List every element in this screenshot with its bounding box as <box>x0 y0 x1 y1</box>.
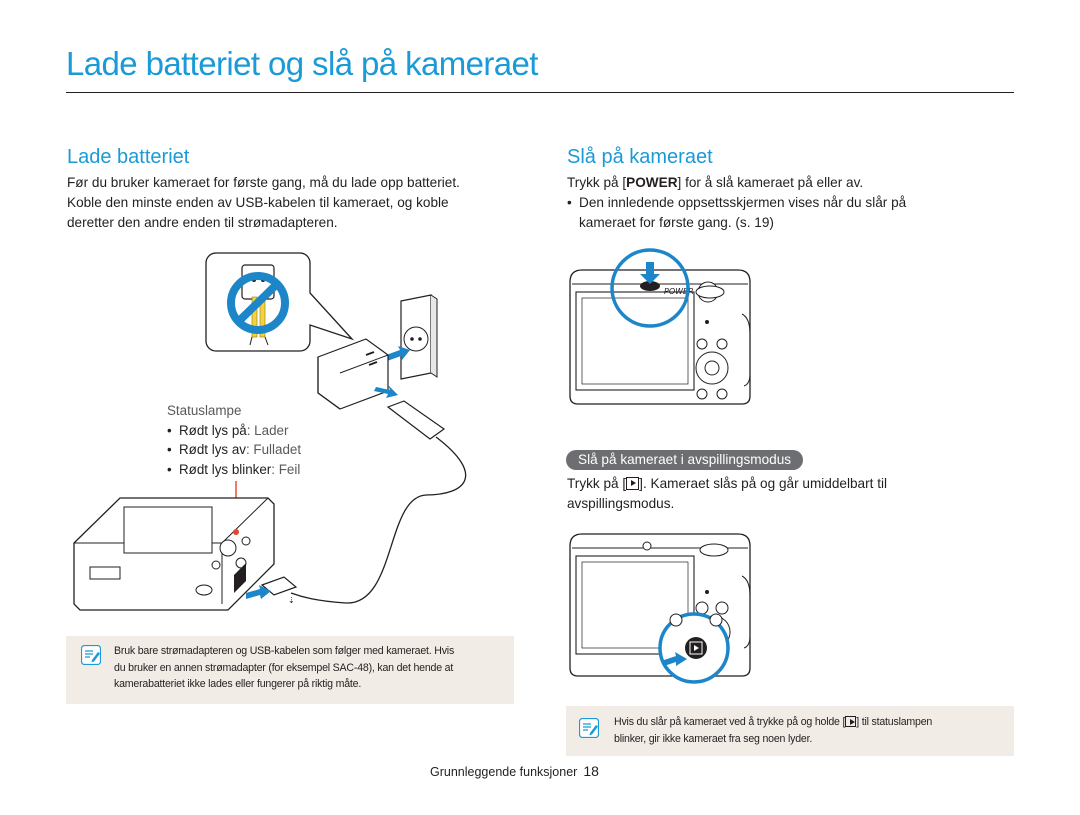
playback-line: avspillingsmodus. <box>567 496 675 511</box>
section-heading-power-on: Slå på kameraet <box>567 146 713 168</box>
page-footer <box>430 763 599 779</box>
play-icon <box>845 716 856 727</box>
wall-socket <box>401 295 437 379</box>
camera-charging <box>74 498 274 610</box>
status-item <box>167 440 301 460</box>
charge-intro-line: deretter den andre enden til strømadapteren. <box>67 215 338 230</box>
bullet: • <box>167 422 172 438</box>
note-box-charging <box>66 636 514 704</box>
no-audio-cable-callout <box>206 253 352 351</box>
note-text-charging <box>114 643 509 693</box>
status-state: Rødt lys av <box>179 442 246 457</box>
status-meaning: Feil <box>278 461 301 477</box>
note-line: du bruker en annen strømadapter (for eksempel SAC-48), kan det hende at <box>114 661 454 674</box>
text-fragment: Trykk på [ <box>567 175 627 190</box>
status-meaning: Lader <box>254 422 289 438</box>
text-fragment: ] til statuslampen <box>856 716 933 728</box>
usb-symbol: ⇣ <box>288 596 295 605</box>
bullet: • <box>167 461 172 477</box>
text-fragment: Hvis du slår på kameraet ved å trykke på og holde [ <box>614 716 846 728</box>
page-title: Lade batteriet og slå på kameraet <box>66 45 538 82</box>
status-meaning: Fulladet <box>253 442 302 457</box>
note-line: kamerabatteriet ikke lades eller fungerer på riktig måte. <box>114 678 362 690</box>
playback-mode-subheading: Slå på kameraet i avspillingsmodus <box>566 450 803 470</box>
note-line: blinker, gir ikke kameraet fra seg noen lyder. <box>614 732 813 745</box>
note-icon <box>81 645 101 665</box>
status-state: Rødt lys blinker <box>179 461 272 477</box>
camera-playback-illustration <box>562 520 762 692</box>
bullet-line: Den innledende oppsettsskjermen vises når du slår på <box>579 195 907 210</box>
text-fragment: Trykk på [ <box>567 476 627 491</box>
camera-power-illustration <box>562 244 762 412</box>
note-box-playback <box>566 706 1014 756</box>
note-icon <box>579 718 599 738</box>
page-number: 18 <box>583 763 599 779</box>
section-heading-charge: Lade batteriet <box>67 146 190 168</box>
bullet-line: kameraet for første gang. (s. 19) <box>579 215 774 230</box>
power-on-instructions <box>567 173 1007 233</box>
text-fragment: ] for å slå kameraet på eller av. <box>677 175 864 190</box>
charge-intro-line: Koble den minste enden av USB-kabelen til kameraet, og koble <box>67 195 449 210</box>
power-on-bullet <box>567 193 1007 233</box>
playback-instructions <box>567 474 1007 514</box>
title-divider <box>66 92 1014 93</box>
status-item <box>167 460 301 480</box>
status-item <box>167 421 301 441</box>
bullet-text <box>579 193 906 233</box>
charge-intro <box>67 173 527 233</box>
bullet: • <box>167 442 172 457</box>
note-line <box>614 714 1009 731</box>
footer-section: Grunnleggende funksjoner <box>430 765 578 779</box>
status-lamp <box>233 529 239 535</box>
charge-intro-line: Før du bruker kameraet for første gang, må du lade opp batteriet. <box>67 175 460 190</box>
note-line: Bruk bare strømadapteren og USB-kabelen som følger med kameraet. Hvis <box>114 645 455 657</box>
status-state: Rødt lys på <box>179 422 247 438</box>
status-sep: : <box>271 461 279 477</box>
power-button-label: POWER <box>664 287 694 296</box>
text-fragment: ]. Kameraet slås på og går umiddelbart til <box>639 476 888 491</box>
power-key-label: POWER <box>626 175 678 190</box>
status-sep: : <box>246 422 255 438</box>
bullet: • <box>567 195 572 210</box>
play-icon <box>626 477 639 490</box>
usb-cable <box>291 437 466 603</box>
playback-line <box>567 474 1007 494</box>
power-on-line <box>567 173 1007 193</box>
power-adapter <box>318 339 388 409</box>
status-sep: : <box>245 442 254 457</box>
status-lamp-legend <box>167 401 301 479</box>
usb-plug-adapter-end <box>374 385 444 439</box>
note-text-playback <box>614 714 1009 747</box>
status-lamp-label: Statuslampe <box>167 403 242 418</box>
